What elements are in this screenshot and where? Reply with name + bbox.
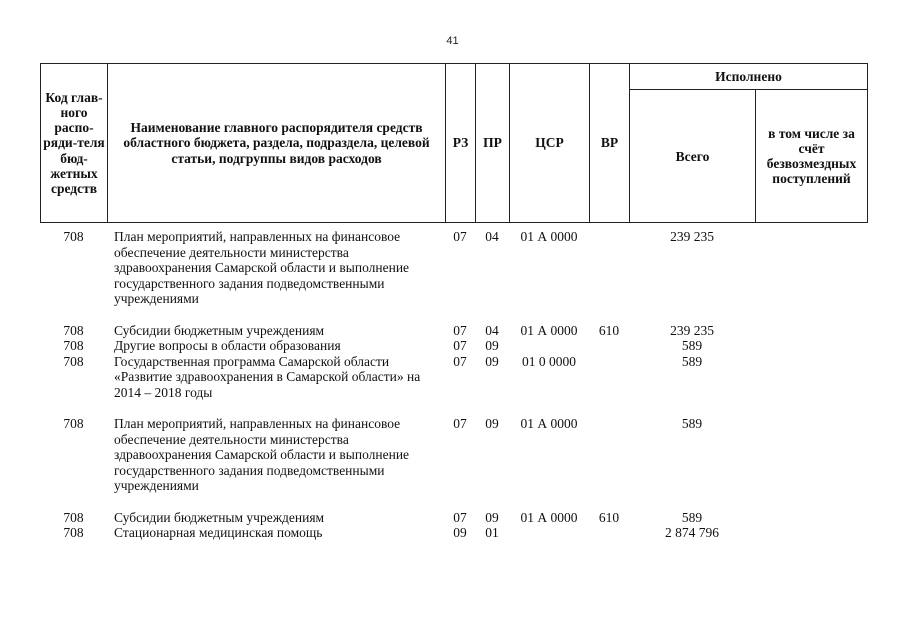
row-rz: 07 <box>453 416 467 432</box>
row-pr: 04 <box>485 322 499 338</box>
row-total: 589 <box>681 416 703 432</box>
row-csr: 01 А 0000 <box>520 416 578 432</box>
table-row <box>40 338 867 354</box>
row-rz: 09 <box>453 525 467 541</box>
row-code: 708 <box>63 416 84 432</box>
row-total: 589 <box>681 353 703 369</box>
row-name: Государственная программа Самарской области «Развитие здравоохранения в Самарской области» на 2014 – 2018 годы <box>114 353 421 400</box>
row-rz: 07 <box>453 509 467 525</box>
row-grants <box>755 416 867 510</box>
row-rz: 07 <box>453 353 467 369</box>
row-total: 589 <box>681 338 703 354</box>
row-name: Субсидии бюджетным учреждениям <box>114 509 325 525</box>
row-grants <box>755 525 867 541</box>
row-pr: 04 <box>485 229 499 244</box>
row-code: 708 <box>63 353 84 369</box>
row-csr <box>509 338 589 354</box>
row-code: 708 <box>63 338 84 354</box>
row-name: Субсидии бюджетным учреждениям <box>114 322 325 338</box>
row-grants <box>755 354 867 417</box>
row-csr <box>509 525 589 541</box>
page-number: 41 <box>446 35 459 47</box>
row-code: 708 <box>63 525 84 541</box>
row-total: 2 874 796 <box>665 525 719 541</box>
row-grants <box>755 338 867 354</box>
row-pr: 09 <box>485 416 499 432</box>
row-csr: 01 А 0000 <box>520 229 578 244</box>
row-total: 239 235 <box>670 322 714 338</box>
header-name: Наименование главного распорядителя средств областного бюджета, раздела, подраздела, целевой статьи, подгруппы видов расходов <box>108 64 446 223</box>
row-name: План мероприятий, направленных на финансовое обеспечение деятельности министерства здравоохранения Самарской области и выполнение государственного задания подведомственными учреждениями <box>114 229 410 307</box>
row-grants <box>755 510 867 526</box>
row-pr: 01 <box>485 525 499 541</box>
table-row <box>40 354 867 417</box>
row-grants <box>755 229 867 323</box>
row-csr: 01 А 0000 <box>520 509 578 525</box>
row-rz: 07 <box>453 322 467 338</box>
row-vr <box>589 338 629 354</box>
row-rz: 07 <box>453 338 467 354</box>
row-total: 589 <box>681 509 703 525</box>
header-csr: ЦСР <box>510 64 590 223</box>
row-csr: 01 0 0000 <box>522 353 576 369</box>
row-name: План мероприятий, направленных на финансовое обеспечение деятельности министерства здравоохранения Самарской области и выполнение государственного задания подведомственными учреждениями <box>114 416 410 494</box>
row-total: 239 235 <box>670 229 714 244</box>
table-row <box>40 323 867 339</box>
row-vr <box>589 354 629 417</box>
header-rz: РЗ <box>446 64 476 223</box>
table-body <box>40 229 867 541</box>
table-row <box>40 510 867 526</box>
header-executed: Исполнено <box>630 64 868 90</box>
row-vr: 610 <box>598 509 620 525</box>
row-rz: 07 <box>453 229 467 244</box>
table-row <box>40 229 867 323</box>
header-total: Всего <box>630 90 756 223</box>
row-name: Стационарная медицинская помощь <box>114 525 323 541</box>
row-vr <box>589 525 629 541</box>
row-vr <box>589 229 629 323</box>
row-vr: 610 <box>598 322 620 338</box>
table-row <box>40 416 867 510</box>
header-grants: в том числе за счёт безвозмездных поступлений <box>756 90 868 223</box>
row-code: 708 <box>63 229 84 244</box>
row-pr: 09 <box>485 338 499 354</box>
row-name: Другие вопросы в области образования <box>114 338 341 354</box>
table-header <box>40 63 868 223</box>
table-row <box>40 525 867 541</box>
row-pr: 09 <box>485 353 499 369</box>
row-pr: 09 <box>485 509 499 525</box>
header-pr: ПР <box>476 64 510 223</box>
header-vr: ВР <box>590 64 630 223</box>
row-grants <box>755 323 867 339</box>
row-code: 708 <box>63 509 84 525</box>
header-code: Код глав-ного распо-ряди-теля бюд-жетных средств <box>41 64 108 223</box>
row-csr: 01 А 0000 <box>520 322 578 338</box>
row-code: 708 <box>63 322 84 338</box>
row-vr <box>589 416 629 510</box>
